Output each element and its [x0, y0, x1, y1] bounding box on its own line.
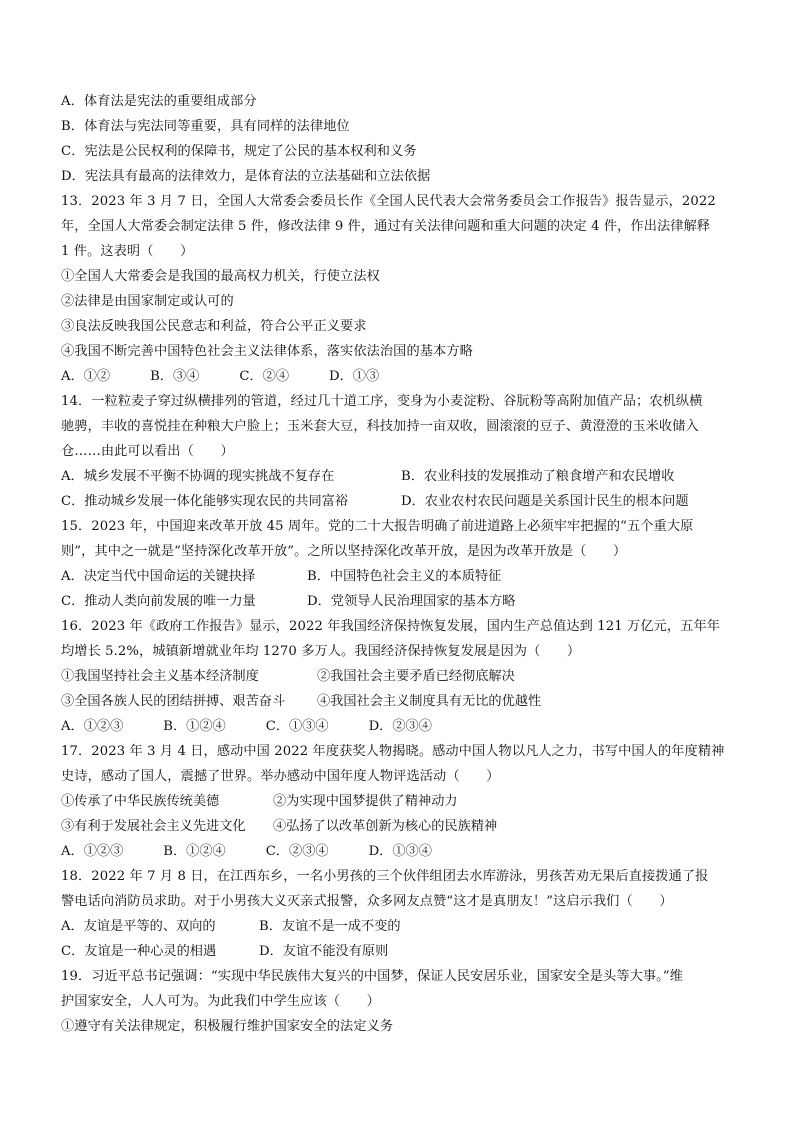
- question-16: [61, 614, 737, 739]
- q17-options: [61, 839, 737, 864]
- q15-option-a: A．决定当代中国命运的关键抉择: [61, 569, 256, 584]
- q17-item: ②为实现中国梦提供了精神动力: [273, 794, 458, 809]
- question-14: [61, 389, 737, 514]
- q14-stem-line: 驰骋，丰收的喜悦挂在种粮大户脸上；玉米套大豆，科技加持一亩双收，圆滚滚的豆子、黄澄澄的玉米收储入: [61, 419, 699, 434]
- q18-stem-line: 18．2022 年 7 月 8 日，在江西东乡，一名小男孩的三个伙伴组团去水库游泳，男孩苦劝无果后直接拨通了报: [61, 869, 709, 884]
- q17-items-row: [61, 814, 737, 839]
- q17-item: ①传承了中华民族传统美德: [61, 794, 220, 809]
- q17-stem-line: 17．2023 年 3 月 4 日，感动中国 2022 年度获奖人物揭晓。感动中国人物以凡人之力，书写中国人的年度精神: [61, 744, 725, 759]
- q17-stem-line: 史诗，感动了国人，震撼了世界。举办感动中国年度人物评选活动（ ）: [61, 769, 500, 784]
- q16-item: ④我国社会主义制度具有无比的优越性: [317, 694, 542, 709]
- q13-item: ②法律是由国家制定或认可的: [61, 294, 234, 309]
- question-15: [61, 514, 737, 614]
- q14-option-c: C．推动城乡发展一体化能够实现农民的共同富裕: [61, 494, 349, 509]
- q17-items-row: [61, 789, 737, 814]
- q19-stem-line: 护国家安全，人人可为。为此我们中学生应该（ ）: [61, 994, 380, 1009]
- q18-stem-line: 警电话向消防员求助。对于小男孩大义灭亲式报警，众多网友点赞“这才是真朋友！”这启示我们（ ）: [61, 894, 673, 909]
- q12-option-d: D．宪法具有最高的法律效力，是体育法的立法基础和立法依据: [61, 169, 431, 184]
- q19-stem-line: 19．习近平总书记强调：“实现中华民族伟大复兴的中国梦，保证人民安居乐业，国家安全是头等大事。”维: [61, 969, 683, 984]
- q18-option-d: D．友谊不能没有原则: [259, 944, 389, 959]
- q17-item: ④弘扬了以改革创新为核心的民族精神: [273, 819, 498, 834]
- q13-options: [61, 364, 737, 389]
- q16-item: ③全国各族人民的团结拼搏、艰苦奋斗: [61, 694, 286, 709]
- q18-option-c: C．友谊是一种心灵的相遇: [61, 944, 217, 959]
- q13-stem-line: 1 件。这表明（ ）: [61, 244, 194, 259]
- q15-option-d: D．党领导人民治理国家的基本方略: [307, 594, 516, 609]
- q16-items-row: [61, 664, 737, 689]
- q15-stem-line: 则”，其中之一就是“坚持深化改革开放”。之所以坚持深化改革开放，是因为改革开放是（ ）: [61, 544, 627, 559]
- q15-option-c: C．推动人类向前发展的唯一力量: [61, 594, 256, 609]
- q13-option-a: A．①②: [61, 369, 111, 384]
- q18-options-row: [61, 914, 737, 939]
- q14-stem-line: 14．一粒粒麦子穿过纵横排列的管道，经过几十道工序，变身为小麦淀粉、谷朊粉等高附加值产品；农机纵横: [61, 394, 703, 409]
- q16-option-a: A．①②③: [61, 719, 124, 734]
- q12-option-a: A．体育法是宪法的重要组成部分: [61, 94, 257, 109]
- q13-stem-line: 年，全国人大常委会制定法律 5 件，修改法律 9 件，通过有关法律问题和重大问题的决定 4 件，作出法律解释: [61, 219, 711, 234]
- q14-stem-line: 仓……由此可以看出（ ）: [61, 444, 234, 459]
- q12-option-b: B．体育法与宪法同等重要，具有同样的法律地位: [61, 119, 350, 134]
- q12-option-c: C．宪法是公民权利的保障书，规定了公民的基本权利和义务: [61, 144, 417, 159]
- question-13: [61, 189, 737, 389]
- q13-item: ④我国不断完善中国特色社会主义法律体系，落实依法治国的基本方略: [61, 344, 473, 359]
- q14-options-row: [61, 489, 737, 514]
- q12-options: [61, 89, 737, 189]
- q13-option-d: D．①③: [329, 369, 380, 384]
- q18-option-a: A．友谊是平等的、双向的: [61, 919, 216, 934]
- question-18: [61, 864, 737, 964]
- exam-page: [61, 89, 737, 1039]
- q13-stem-line: 13．2023 年 3 月 7 日，全国人大常委会委员长作《全国人民代表大会常务委员会工作报告》报告显示，2022: [61, 194, 716, 209]
- q16-item: ②我国社会主要矛盾已经彻底解决: [317, 669, 515, 684]
- q16-option-b: B．①②④: [163, 719, 226, 734]
- q16-item: ①我国坚持社会主义基本经济制度: [61, 669, 259, 684]
- question-19: [61, 964, 737, 1039]
- q14-option-b: B．农业科技的发展推动了粮食增产和农民增收: [401, 469, 675, 484]
- q15-stem-line: 15．2023 年，中国迎来改革开放 45 周年。党的二十大报告明确了前进道路上必须牢牢把握的“五个重大原: [61, 519, 694, 534]
- q16-stem-line: 16．2023 年《政府工作报告》显示，2022 年我国经济保持恢复发展，国内生产总值达到 121 万亿元，五年年: [61, 619, 721, 634]
- q17-item: ③有利于发展社会主义先进文化: [61, 819, 246, 834]
- q16-stem-line: 均增长 5.2%，城镇新增就业年均 1270 多万人。我国经济保持恢复发展是因为（ ）: [61, 644, 581, 659]
- q17-option-c: C．②③④: [265, 844, 329, 859]
- q13-option-c: C．②④: [239, 369, 290, 384]
- q14-options-row: [61, 464, 737, 489]
- q14-option-a: A．城乡发展不平衡不协调的现实挑战不复存在: [61, 469, 335, 484]
- q13-item: ③良法反映我国公民意志和利益，符合公平正义要求: [61, 319, 367, 334]
- q13-item: ①全国人大常委会是我国的最高权力机关，行使立法权: [61, 269, 380, 284]
- q16-option-d: D．②③④: [368, 719, 432, 734]
- q15-option-b: B．中国特色社会主义的本质特征: [307, 569, 502, 584]
- q17-option-b: B．①②④: [163, 844, 226, 859]
- q16-option-c: C．①③④: [265, 719, 329, 734]
- q14-option-d: D．农业农村农民问题是关系国计民生的根本问题: [401, 494, 689, 509]
- q15-options-row: [61, 589, 737, 614]
- q15-options-row: [61, 564, 737, 589]
- q16-options: [61, 714, 737, 739]
- q17-option-a: A．①②③: [61, 844, 124, 859]
- q18-option-b: B．友谊不是一成不变的: [259, 919, 401, 934]
- q17-option-d: D．①③④: [368, 844, 432, 859]
- q19-item: ①遵守有关法律规定，积极履行维护国家安全的法定义务: [61, 1019, 394, 1034]
- q18-options-row: [61, 939, 737, 964]
- question-17: [61, 739, 737, 864]
- q16-items-row: [61, 689, 737, 714]
- q13-option-b: B．③④: [150, 369, 200, 384]
